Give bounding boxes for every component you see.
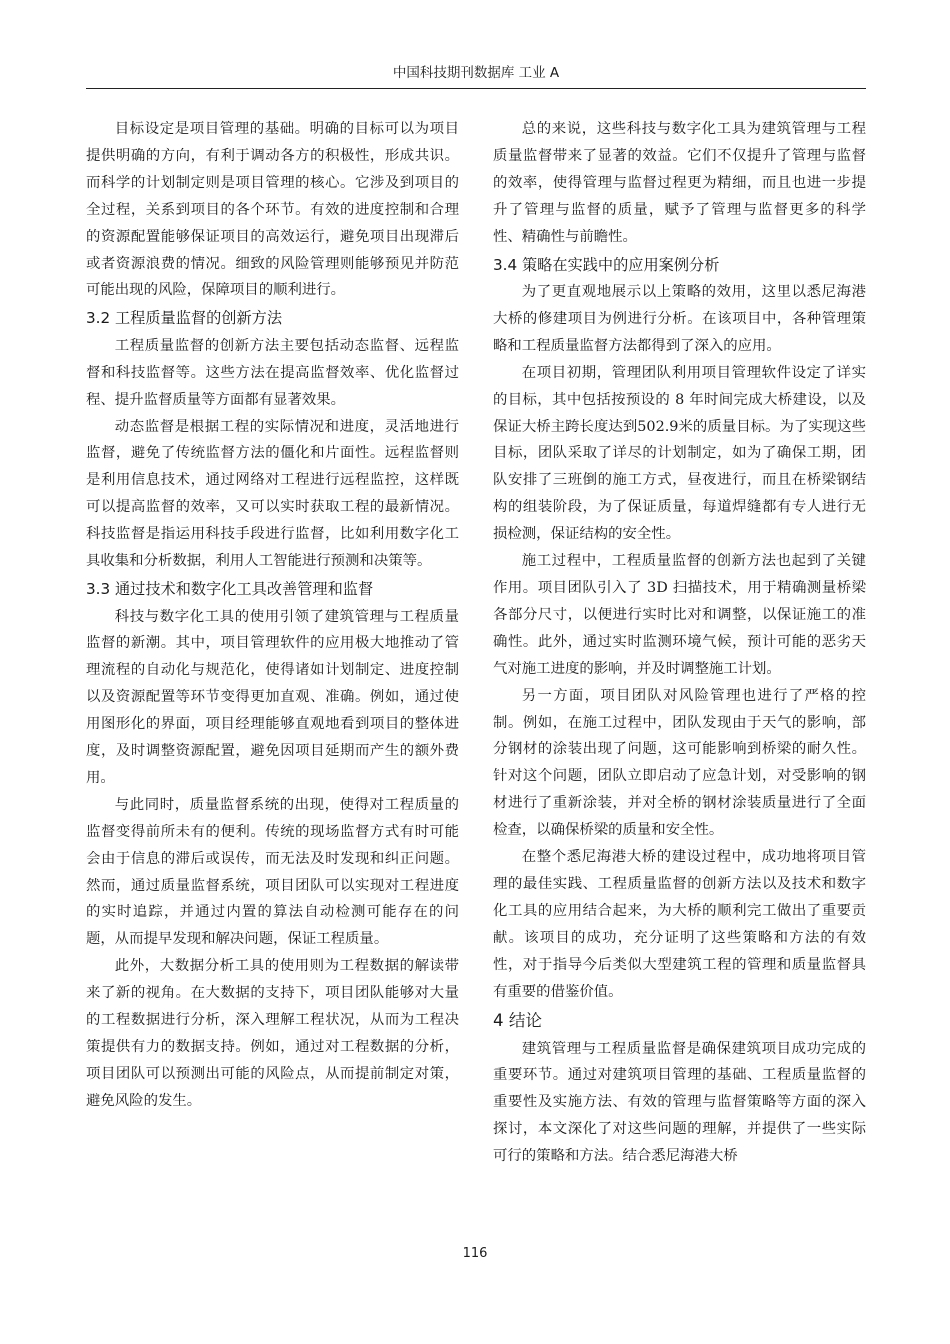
paragraph: 动态监督是根据工程的实际情况和进度，灵活地进行监督，避免了传统监督方法的僵化和片面性。远程监督则是利用信息技术，通过网络对工程进行远程监控，这样既可以提高监督的效率，又可以实时获取工程的最新情况。科技监督是指运用科技手段进行监督，比如利用数字化工具收集和分析数据，利用人工智能进行预测和决策等。	[86, 418, 459, 570]
header-rule	[86, 88, 866, 89]
paragraph: 在整个悉尼海港大桥的建设过程中，成功地将项目管理的最佳实践、工程质量监督的创新方法以及技术和数字化工具的应用结合起来，为大桥的顺利完工做出了重要贡献。该项目的成功，充分证明了这些策略和方法的有效性，对于指导今后类似大型建筑工程的管理和质量监督具有重要的借鉴价值。	[493, 849, 866, 1000]
paragraph: 总的来说，这些科技与数字化工具为建筑管理与工程质量监督带来了显著的效益。它们不仅提升了管理与监督的效率，使得管理与监督过程更为精细，而且也进一步提升了管理与监督的质量，赋予了管理与监督更多的科学性、精确性与前瞻性。	[493, 121, 866, 245]
section-heading-3-2: 3.2 工程质量监督的创新方法	[86, 309, 283, 328]
section-heading-3-3: 3.3 通过技术和数字化工具改善管理和监督	[86, 580, 374, 598]
paragraph: 施工过程中，工程质量监督的创新方法也起到了关键作用。项目团队引入了 3D 扫描技术，用于精确测量桥梁各部分尺寸，以便进行实时比对和调整，以保证施工的准确性。此外，通过实时监测环境气候，预计可能的恶劣天气对施工进度的影响，并及时调整施工计划。	[493, 553, 866, 677]
paragraph: 为了更直观地展示以上策略的效用，这里以悉尼海港大桥的修建项目为例进行分析。在该项目中，各种管理策略和工程质量监督方法都得到了深入的应用。	[493, 284, 866, 354]
section-heading-4: 4 结论	[493, 1010, 543, 1030]
right-column	[493, 116, 866, 1170]
paragraph: 目标设定是项目管理的基础。明确的目标可以为项目提供明确的方向，有利于调动各方的积极性，形成共识。而科学的计划制定则是项目管理的核心。它涉及到项目的全过程，关系到项目的各个环节。有效的进度控制和合理的资源配置能够保证项目的高效运行，避免项目出现滞后或者资源浪费的情况。细致的风险管理则能够预见并防范可能出现的风险，保障项目的顺利进行。	[86, 121, 459, 299]
paragraph: 另一方面，项目团队对风险管理也进行了严格的控制。例如，在施工过程中，团队发现由于天气的影响，部分钢材的涂装出现了问题，这可能影响到桥梁的耐久性。针对这个问题，团队立即启动了应急计划，对受影响的钢材进行了重新涂装，并对全桥的钢材涂装质量进行了全面检查，以确保桥梁的质量和安全性。	[493, 687, 866, 839]
left-column	[86, 116, 459, 1115]
paragraph: 工程质量监督的创新方法主要包括动态监督、远程监督和科技监督等。这些方法在提高监督效率、优化监督过程、提升监督质量等方面都有显著效果。	[86, 337, 459, 408]
paragraph: 在项目初期，管理团队利用项目管理软件设定了详实的目标，其中包括按预设的 8 年时间完成大桥建设，以及保证大桥主跨长度达到502.9米的质量目标。为了实现这些目标，团队采取了详尽的计划制定，如为了确保工期，团队安排了三班倒的施工方式，昼夜进行，而且在桥梁钢结构的组装阶段，为了保证质量，每道焊缝都有专人进行无损检测，保证结构的安全性。	[493, 364, 866, 543]
page-number: 116	[462, 1246, 488, 1261]
paragraph: 此外，大数据分析工具的使用则为工程数据的解读带来了新的视角。在大数据的支持下，项目团队能够对大量的工程数据进行分析，深入理解工程状况，从而为工程决策提供有力的数据支持。例如，通过对工程数据的分析，项目团队可以预测出可能的风险点，从而提前制定对策，避免风险的发生。	[86, 958, 459, 1109]
running-header: 中国科技期刊数据库 工业 A	[392, 65, 560, 81]
paragraph: 与此同时，质量监督系统的出现，使得对工程质量的监督变得前所未有的便利。传统的现场监督方式有时可能会由于信息的滞后或误传，而无法及时发现和纠正问题。然而，通过质量监督系统，项目团队可以实现对工程进度的实时追踪，并通过内置的算法自动检测可能存在的问题，从而提早发现和解决问题，保证工程质量。	[86, 796, 459, 948]
paragraph: 科技与数字化工具的使用引领了建筑管理与工程质量监督的新潮。其中，项目管理软件的应用极大地推动了管理流程的自动化与规范化，使得诸如计划制定、进度控制以及资源配置等环节变得更加直观、准确。例如，通过使用图形化的界面，项目经理能够直观地看到项目的整体进度，及时调整资源配置，避免因项目延期而产生的额外费用。	[86, 608, 459, 786]
paragraph: 建筑管理与工程质量监督是确保建筑项目成功完成的重要环节。通过对建筑项目管理的基础、工程质量监督的重要性及实施方法、有效的管理与监督策略等方面的深入探讨，本文深化了对这些问题的理解，并提供了一些实际可行的策略和方法。结合悉尼海港大桥	[493, 1040, 866, 1165]
section-heading-3-4: 3.4 策略在实践中的应用案例分析	[493, 255, 720, 274]
